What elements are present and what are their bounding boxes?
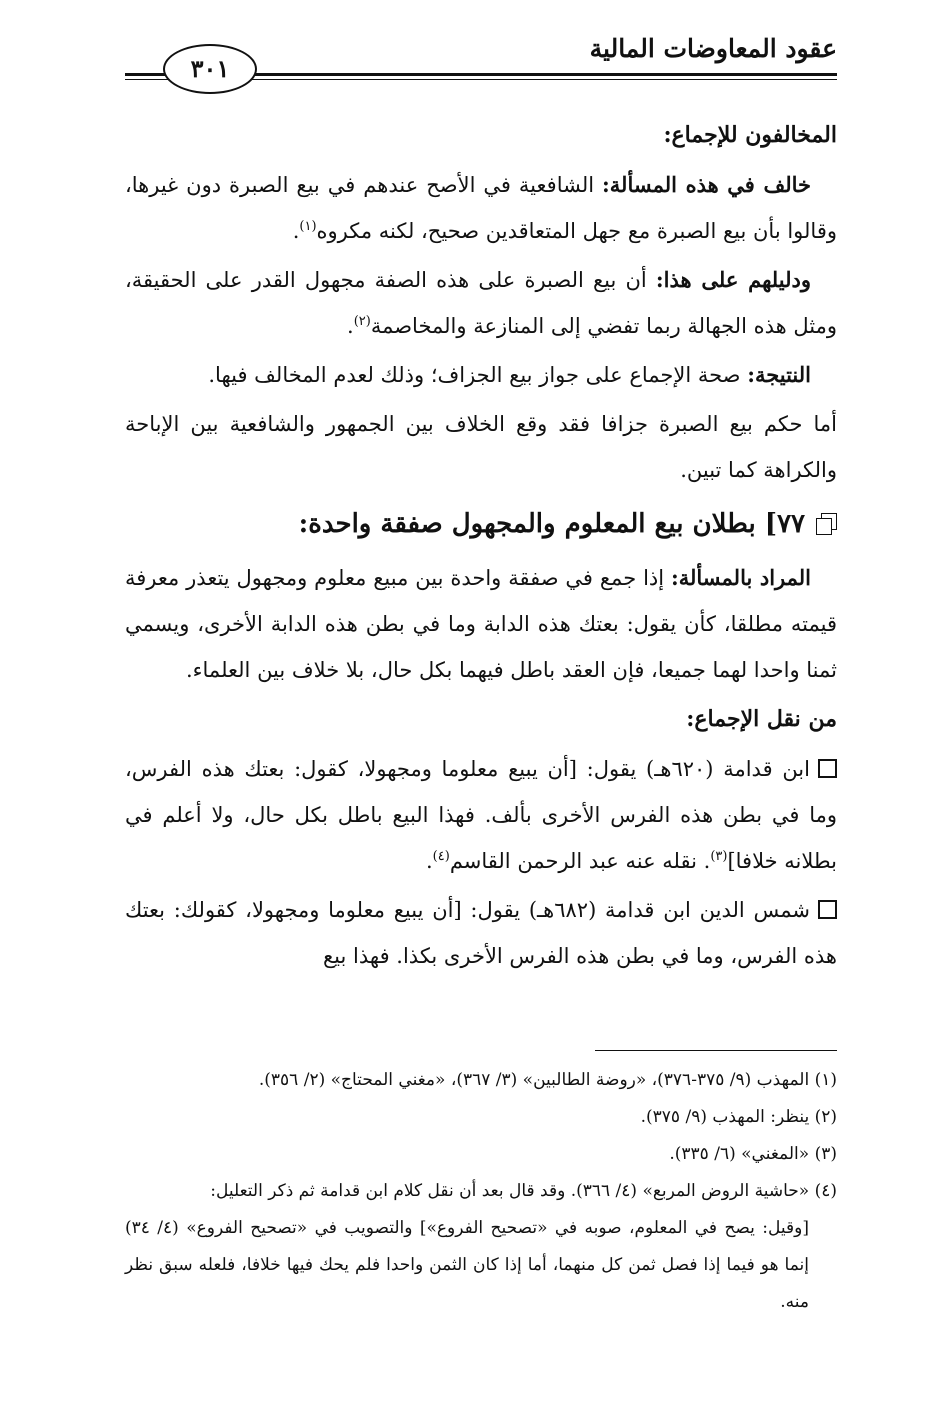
paragraph-lead: المراد بالمسألة: (671, 565, 812, 590)
main-text (125, 112, 837, 982)
section-title-77 (125, 501, 837, 547)
paragraph-opponents (125, 162, 837, 254)
page-number: ٣٠١ (163, 44, 257, 94)
footnote-ref-1: (١) (299, 219, 317, 234)
quote-end: . (425, 849, 433, 873)
footnote-4: (٤) «حاشية الروض المربع» (٤/ ٣٦٦). وقد قال بعد أن نقل كلام ابن قدامة ثم ذكر التعليل: (210, 1181, 837, 1201)
section-heading-opponents: المخالفون للإجماع: (663, 122, 837, 148)
footnote-3: (٣) «المغني» (٦/ ٣٣٥). (669, 1144, 837, 1164)
paragraph-text: صحة الإجماع على جواز بيع الجزاف؛ وذلك لعدم المخالف فيها. (208, 363, 748, 387)
checkbox-bullet-icon (818, 900, 837, 919)
quote-text-mid: . نقله عنه عبد الرحمن القاسم (449, 849, 711, 873)
quote-ibn-qudama (125, 746, 837, 884)
section-title-text: ٧٧] بطلان بيع المعلوم والمجهول صفقة واحدة: (298, 509, 805, 539)
footnote-1: (١) المهذب (٩/ ٣٧٥-٣٧٦)، «روضة الطالبين» (٣/ ٣٦٧)، «مغني المحتاج» (٢/ ٣٥٦). (258, 1070, 837, 1090)
paragraph-ruling: أما حكم بيع الصبرة جزافا فقد وقع الخلاف بين الجمهور والشافعية بين الإباحة والكراهة كما تبين. (125, 412, 837, 482)
page-header (125, 30, 837, 90)
paragraph-evidence (125, 257, 837, 349)
footnote-4-continuation: [وقيل: يصح في المعلوم، صوبه في «تصحيح الفروع»] والتصويب في «تصحيح الفروع» (٤/ ٣٤) إنما هو فيما إذا فصل ثمن كل منهما، أما إذا كان الثمن واحدا فلم يحك فيها خلافا، فلعله سبق نظر منه. (125, 1218, 809, 1312)
checkbox-bullet-icon (818, 759, 837, 778)
copy-pages-icon (815, 513, 837, 535)
running-title: عقود المعاوضات المالية (589, 34, 837, 63)
quote-text: ابن قدامة (٦٢٠هـ) يقول: [أن يبيع معلوما ومجهولا، كقول: بعتك هذه الفرس، وما في بطن هذه الفرس الأخرى بألف. فهذا البيع باطل بكل حال، ولا أعلم في بطلانه خلافا] (125, 757, 837, 873)
footnote-ref-4: (٤) (432, 849, 450, 864)
paragraph-text: أن بيع الصبرة على هذه الصفة مجهول القدر على الحقيقة، ومثل هذه الجهالة ربما تفضي إلى المنازعة والمخاصمة (125, 268, 837, 338)
paragraph-text: الشافعية في الأصح عندهم في بيع الصبرة دون غيرها، وقالوا بأن بيع الصبرة مع جهل المتعاقدين صحيح، لكنه مكروه (125, 173, 837, 243)
paragraph-end: . (347, 314, 354, 338)
footnote-rule (595, 1050, 837, 1051)
paragraph-lead: النتيجة: (747, 362, 811, 387)
paragraph-end: . (292, 219, 300, 243)
paragraph-result (125, 352, 837, 398)
quote-text: شمس الدين ابن قدامة (٦٨٢هـ) يقول: [أن يبيع معلوما ومجهولا، كقولك: بعتك هذه الفرس، وما في بطن هذه الفرس الأخرى بكذا. فهذا بيع (125, 898, 837, 968)
paragraph-lead: ودليلهم على هذا: (655, 267, 811, 292)
paragraph-definition (125, 555, 837, 693)
paragraph-lead: خالف في هذه المسألة: (602, 172, 811, 197)
footnote-2: (٢) ينظر: المهذب (٩/ ٣٧٥). (640, 1107, 837, 1127)
footnotes (125, 1062, 837, 1321)
footnote-ref-2: (٢) (353, 314, 371, 329)
quote-shams-al-din (125, 887, 837, 979)
footnote-ref-3: (٣) (710, 849, 728, 864)
paragraph-text: إذا جمع في صفقة واحدة بين مبيع معلوم ومجهول يتعذر معرفة قيمته مطلقا، كأن يقول: بعتك هذه الدابة وما في بطن هذه الدابة الأخرى، ويسمي ثمنا واحدا لهما جميعا، فإن العقد باطل فيهما بكل حال، بلا خلاف بين العلماء. (125, 566, 837, 682)
section-heading-transmitters: من نقل الإجماع: (686, 706, 837, 732)
